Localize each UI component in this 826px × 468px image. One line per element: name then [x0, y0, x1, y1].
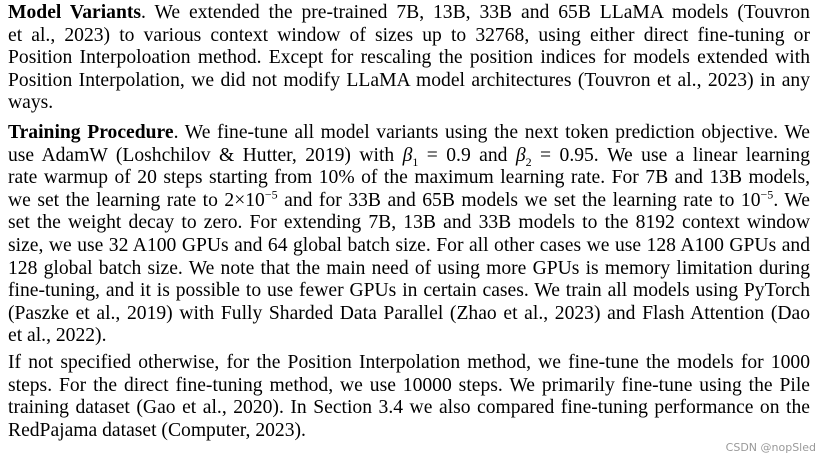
text-line: Model Variants. We extended the pre-trained 7B, 13B, 33B and 65B LLaMA models (Touvron [8, 2, 810, 23]
text-line: et al., 2022). [8, 325, 107, 347]
text-line: rate warmup of 20 steps starting from 10% of the maximum learning rate. For 7B and 13B models, [8, 167, 810, 189]
text-line: RedPajama dataset (Computer, 2023). [8, 419, 306, 441]
text-line: et al., 2023) to various context window of sizes up to 32768, using either direct fine-tuning or [8, 24, 810, 46]
text-line: training dataset (Gao et al., 2020). In Section 3.4 we also compared fine-tuning performance on the [8, 397, 810, 419]
text-line: Training Procedure. We fine-tune all model variants using the next token prediction objective. We [8, 122, 810, 143]
paragraph-training-procedure [8, 122, 810, 348]
section-heading-model-variants: Model Variants [8, 2, 142, 23]
text-line: fine-tuning, and it is possible to use fewer GPUs in certain cases. We train all models using PyTorch [8, 280, 810, 302]
text-line: ways. [8, 92, 54, 114]
text-line: set the weight decay to zero. For extending 7B, 13B and 33B models to the 8192 context window [8, 212, 810, 234]
text-line: If not specified otherwise, for the Position Interpolation method, we fine-tune the models for 1000 [8, 352, 810, 373]
paragraph-model-variants [8, 2, 810, 115]
section-heading-training-procedure: Training Procedure [8, 122, 174, 143]
paragraph-fine-tuning-steps [8, 352, 810, 442]
text-line: 128 global batch size. We note that the main need of using more GPUs is memory limitation during [8, 257, 810, 279]
text-line: Position Interpolation, we did not modify LLaMA model architectures (Touvron et al., 2023) in any [8, 69, 810, 91]
math-beta1: β [402, 144, 413, 166]
text-line: Position Interpoloation method. Except for rescaling the position indices for models extended with [8, 47, 810, 69]
text-line: (Paszke et al., 2019) with Fully Sharded Data Parallel (Zhao et al., 2023) and Flash Attention (Dao [8, 302, 810, 324]
math-beta2: β [515, 144, 526, 166]
text-line: steps. For the direct fine-tuning method, we use 10000 steps. We primarily fine-tune using the Pile [8, 374, 810, 396]
text-line: size, we use 32 A100 GPUs and 64 global batch size. For all other cases we use 128 A100 GPUs and [8, 234, 810, 256]
text-line: use AdamW (Loshchilov & Hutter, 2019) with $\beta_1 = 0.9$ and $\beta_2 = 0.95$. We use a linear learning [8, 144, 811, 169]
text-line: we set the learning rate to $2\times 10^{-5}$ and for 33B and 65B models we set the learning rate to $10^{-5}$. We [8, 187, 810, 211]
watermark: CSDN @nopSled [725, 441, 816, 454]
